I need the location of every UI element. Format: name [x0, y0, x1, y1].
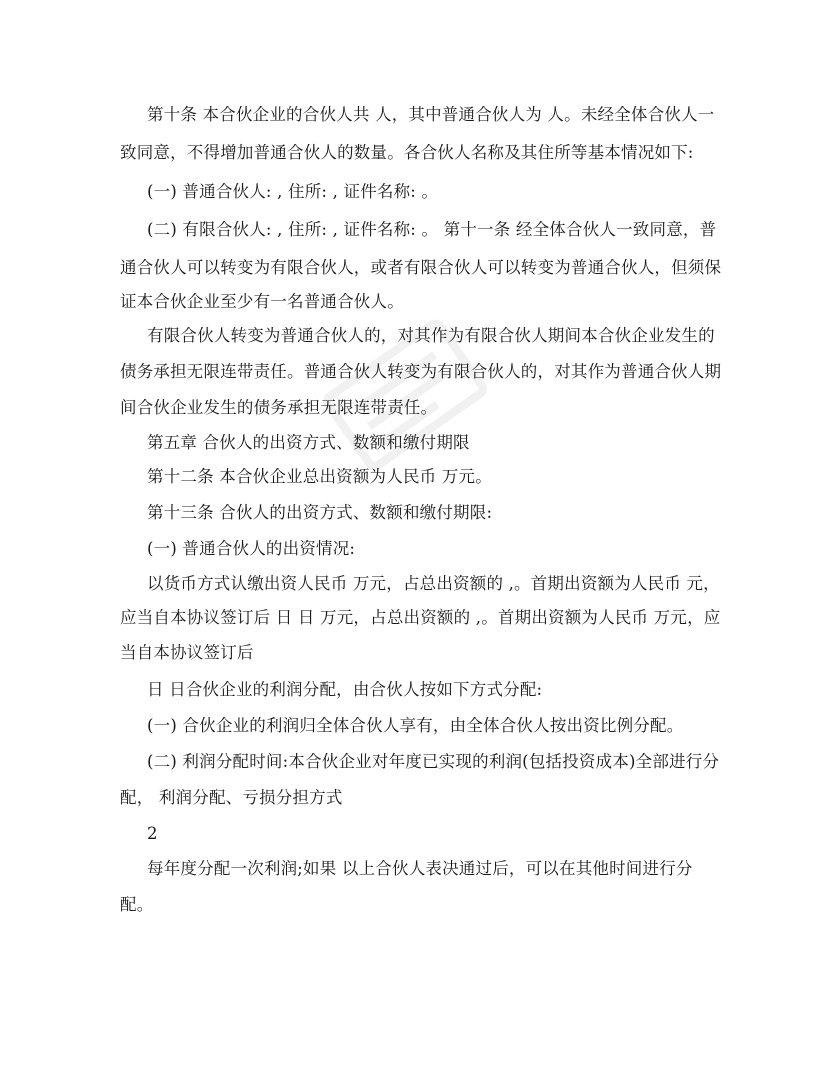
paragraph-line: 第十条 本合伙企业的合伙人共 人，其中普通合伙人为 人。未经全体合伙人一	[147, 105, 715, 124]
paragraph-line: 配。	[120, 895, 154, 914]
paragraph-line: 每年度分配一次利润;如果 以上合伙人表决通过后，可以在其他时间进行分	[147, 859, 693, 878]
paragraph-line: 应当自本协议签订后 日 日 万元，占总出资额的 ,。首期出资额为人民币 万元，应	[120, 608, 721, 627]
paragraph-line: (一) 普通合伙人: , 住所: , 证件名称: 。	[147, 182, 439, 201]
section-heading: 第五章 合伙人的出资方式、数额和缴付期限	[147, 433, 470, 452]
page-number: 2	[147, 824, 158, 843]
paragraph-line: 当自本协议签订后	[120, 643, 254, 662]
paragraph-line: 间合伙企业发生的债务承担无限连带责任。	[120, 398, 438, 417]
paragraph-line: 致同意，不得增加普通合伙人的数量。各合伙人名称及其住所等基本情况如下:	[120, 143, 694, 162]
paragraph-line: 通合伙人可以转变为有限合伙人，或者有限合伙人可以转变为普通合伙人，但须保	[120, 258, 722, 277]
paragraph-line: 证本合伙企业至少有一名普通合伙人。	[120, 292, 404, 311]
paragraph-line: 配， 利润分配、亏损分担方式	[120, 788, 343, 807]
paragraph-line: 第十二条 本合伙企业总出资额为人民币 万元。	[147, 467, 492, 486]
paragraph-line: (二) 有限合伙人: , 住所: , 证件名称: 。 第十一条 经全体合伙人一致同意，普	[147, 220, 717, 239]
paragraph-line: (一) 普通合伙人的出资情况:	[147, 539, 356, 558]
paragraph-line: 第十三条 合伙人的出资方式、数额和缴付期限:	[147, 503, 493, 522]
paragraph-line: (二) 利润分配时间:本合伙企业对年度已实现的利润(包括投资成本)全部进行分	[147, 752, 720, 771]
paragraph-line: 有限合伙人转变为普通合伙人的，对其作为有限合伙人期间本合伙企业发生的	[147, 326, 715, 345]
paragraph-line: 以货币方式认缴出资人民币 万元，占总出资额的 ,。首期出资额为人民币 元，	[147, 574, 720, 593]
paragraph-line: 债务承担无限连带责任。普通合伙人转变为有限合伙人的，对其作为普通合伙人期	[120, 362, 722, 381]
paragraph-line: 日 日合伙企业的利润分配，由合伙人按如下方式分配:	[147, 680, 543, 699]
paragraph-line: (一) 合伙企业的利润归全体合伙人享有，由全体合伙人按出资比例分配。	[147, 716, 684, 735]
